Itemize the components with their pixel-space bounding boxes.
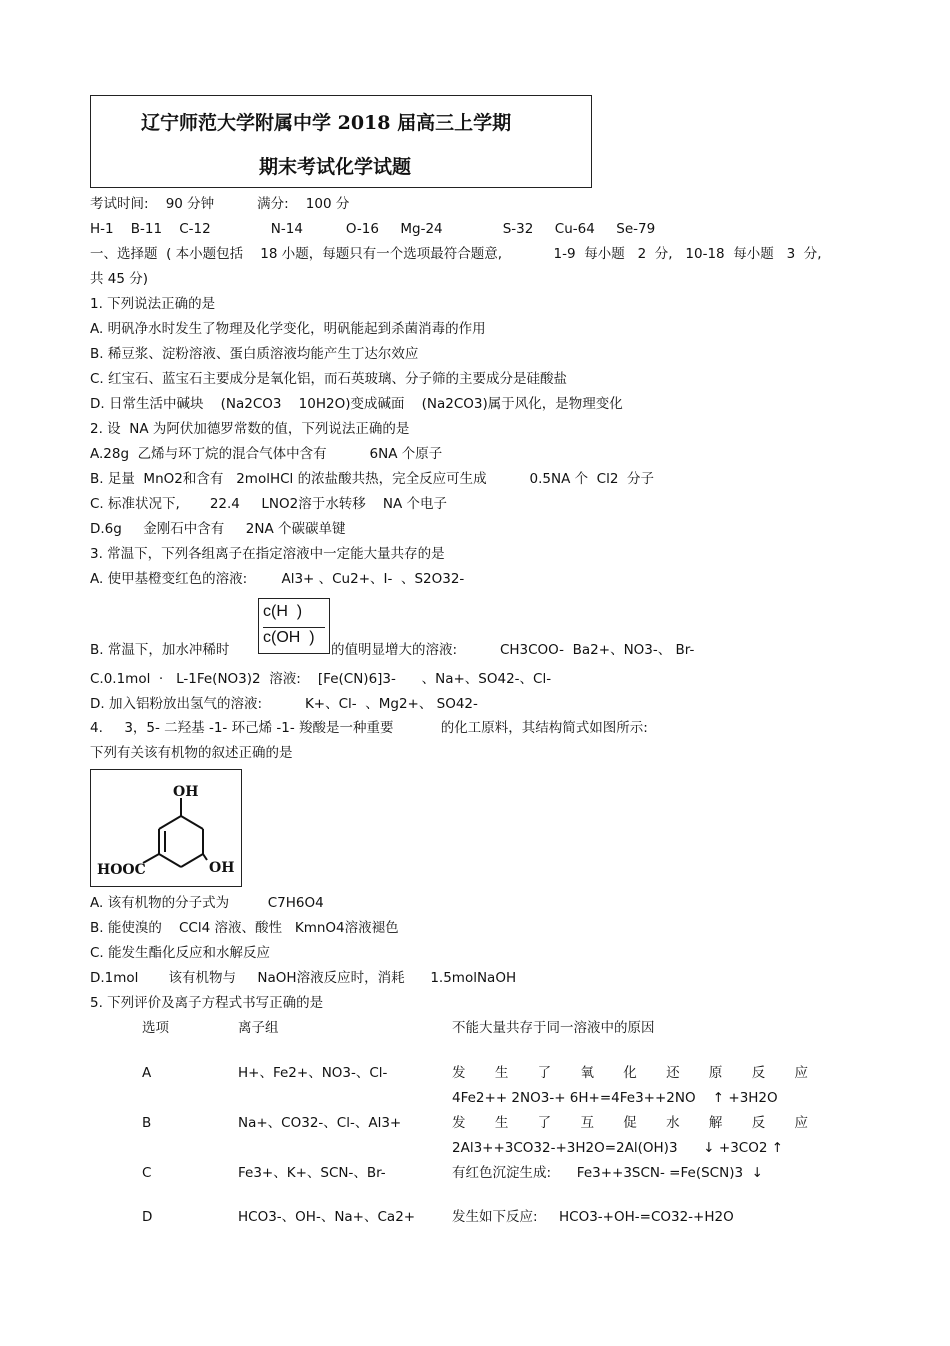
exam-info: 考试时间: 90 分钟 满分: 100 分: [90, 196, 350, 212]
fraction-denominator: c(OH ): [263, 629, 315, 646]
oh-right-label: OH: [209, 860, 235, 876]
q3-stem: 3. 常温下，下列各组离子在指定溶液中一定能大量共存的是: [90, 546, 445, 562]
q2-option-c: C. 标准状况下, 22.4 LNO2溶于水转移 NA 个电子: [90, 496, 447, 512]
q1-option-d: D. 日常生活中碱块 (Na2CO3 10H2O)变成碱面 (Na2CO3)属于风化，是物理变化: [90, 396, 623, 412]
header-option: 选项: [142, 1020, 169, 1036]
fraction-numerator: c(H ): [263, 603, 303, 620]
title-line-2: 期末考试化学试题: [259, 156, 412, 178]
q1-option-a: A. 明矾净水时发生了物理及化学变化，明矾能起到杀菌消毒的作用: [90, 321, 486, 337]
hooc-label: HOOC: [97, 862, 146, 878]
section-heading-cont: 共 45 分): [90, 271, 149, 287]
q4-option-b: B. 能使溴的 CCl4 溶液、酸性 KmnO4溶液褪色: [90, 920, 399, 936]
header-reason: 不能大量共存于同一溶液中的原因: [452, 1020, 655, 1036]
q4-option-a: A. 该有机物的分子式为 C7H6O4: [90, 895, 324, 911]
row-d-option: D: [142, 1209, 153, 1225]
q5-stem: 5. 下列评价及离子方程式书写正确的是: [90, 995, 324, 1011]
q1-option-c: C. 红宝石、蓝宝石主要成分是氧化铝，而石英玻璃、分子筛的主要成分是硅酸盐: [90, 371, 568, 387]
q4-option-d: D.1mol 该有机物与 NaOH溶液反应时，消耗 1.5molNaOH: [90, 970, 517, 986]
row-b-option: B: [142, 1115, 152, 1131]
row-b-reason: 发 生 了 互 促 水 解 反 应: [452, 1115, 808, 1131]
row-a-equation: 4Fe2++ 2NO3-+ 6H+=4Fe3++2NO ↑ +3H2O: [452, 1090, 778, 1106]
q2-option-a: A.28g 乙烯与环丁烷的混合气体中含有 6NA 个原子: [90, 446, 443, 462]
row-d-reason: 发生如下反应: HCO3-+OH-=CO32-+H2O: [452, 1209, 734, 1225]
row-c-reason: 有红色沉淀生成: Fe3++3SCN- =Fe(SCN)3 ↓: [452, 1165, 763, 1181]
row-c-option: C: [142, 1165, 152, 1181]
q3-option-d: D. 加入铝粉放出氢气的溶液: K+、Cl- 、Mg2+、 SO42-: [90, 696, 478, 712]
section-heading: 一、选择题 ( 本小题包括 18 小题，每题只有一个选项最符合题意, 1-9 每小题 2 分, 10-18 每小题 3 分,: [90, 246, 822, 262]
q2-option-d: D.6g 金刚石中含有 2NA 个碳碳单键: [90, 521, 346, 537]
oh-top-label: OH: [173, 784, 199, 800]
molecule-svg: [91, 770, 243, 888]
row-a-option: A: [142, 1065, 152, 1081]
fraction-bar: [263, 627, 325, 628]
q4-option-c: C. 能发生酯化反应和水解反应: [90, 945, 271, 961]
title-line-1: 辽宁师范大学附属中学 2018 届高三上学期: [141, 112, 512, 134]
structure-diagram: [90, 769, 242, 887]
row-b-equation: 2Al3++3CO32-+3H2O=2Al(OH)3 ↓ +3CO2 ↑: [452, 1140, 784, 1156]
q4-stem: 4. 3，5- 二羟基 -1- 环己烯 -1- 羧酸是一种重要 的化工原料，其结构简式如图所示:: [90, 720, 648, 736]
row-b-ions: Na+、CO32-、Cl-、Al3+: [238, 1115, 402, 1131]
title-box: [90, 95, 592, 188]
q2-option-b: B. 足量 MnO2和含有 2molHCl 的浓盐酸共热，完全反应可生成 0.5NA 个 Cl2 分子: [90, 471, 655, 487]
bond-oh-right: [203, 854, 207, 860]
row-a-reason: 发 生 了 氧 化 还 原 反 应: [452, 1065, 808, 1081]
row-a-ions: H+、Fe2+、NO3-、Cl-: [238, 1065, 388, 1081]
header-ions: 离子组: [238, 1020, 279, 1036]
row-c-ions: Fe3+、K+、SCN-、Br-: [238, 1165, 386, 1181]
q4-stem-cont: 下列有关该有机物的叙述正确的是: [90, 745, 293, 761]
concentration-fraction: [258, 598, 330, 654]
q3-option-b-post: 的值明显增大的溶液: CH3COO- Ba2+、NO3-、 Br-: [331, 642, 695, 658]
atomic-masses: H-1 B-11 C-12 N-14 O-16 Mg-24 S-32 Cu-64 Se-79: [90, 221, 656, 237]
row-d-ions: HCO3-、OH-、Na+、Ca2+: [238, 1209, 416, 1225]
q1-option-b: B. 稀豆浆、淀粉溶液、蛋白质溶液均能产生丁达尔效应: [90, 346, 419, 362]
q1-stem: 1. 下列说法正确的是: [90, 296, 216, 312]
q2-stem: 2. 设 NA 为阿伏加德罗常数的值，下列说法正确的是: [90, 421, 410, 437]
q3-option-c: C.0.1mol · L-1Fe(NO3)2 溶液: [Fe(CN)6]3- 、Na+、SO42-、Cl-: [90, 671, 552, 687]
q3-option-a: A. 使甲基橙变红色的溶液: Al3+ 、Cu2+、I- 、S2O32-: [90, 571, 465, 587]
q3-option-b-pre: B. 常温下，加水冲稀时: [90, 642, 230, 658]
